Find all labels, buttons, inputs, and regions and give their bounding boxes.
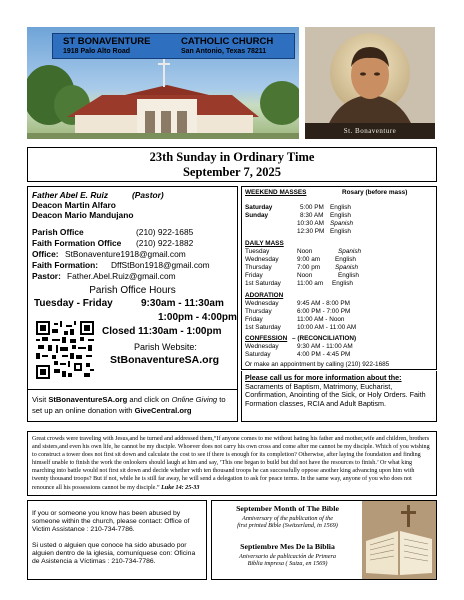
giving-mid: and click on <box>127 395 172 404</box>
weekend-day: Sunday <box>245 212 269 219</box>
daily-lang: English <box>338 272 359 279</box>
daily-time: 7:00 pm <box>297 264 321 271</box>
daily-time: 11:00 am <box>297 280 324 287</box>
website-label: Parish Website: <box>134 342 197 352</box>
giving-site-link[interactable]: StBonaventureSA.org <box>48 395 128 404</box>
weekend-lang: English <box>330 228 351 235</box>
adoration-day: Friday <box>245 316 263 323</box>
confession-subheading: – (RECONCILIATION) <box>292 335 357 342</box>
sacraments-heading: Please call us for more information about the: <box>245 373 402 382</box>
parish-office-label: Parish Office <box>32 227 84 237</box>
weekend-lang: Spanish <box>330 220 354 227</box>
gospel-reference: Luke 14: 25-33 <box>161 484 200 491</box>
office-hours-am: 9:30am - 11:30am <box>141 298 224 309</box>
pastor-email[interactable]: Father.Abel.Ruiz@gmail.com <box>67 271 176 281</box>
bible-month-sub-en-2: first printed Bible (Switzerland, in 1569) <box>237 522 338 529</box>
pastor-name: Father Abel E. Ruiz <box>32 190 109 200</box>
daily-day: Thursday <box>245 264 272 271</box>
weekend-time: 5:00 PM <box>300 204 324 211</box>
weekend-lang: English <box>330 204 351 211</box>
church-label: CATHOLIC CHURCH <box>181 36 274 47</box>
deacon-1: Deacon Martin Alfaro <box>32 200 116 210</box>
weekend-heading: WEEKEND MASSES <box>245 189 307 196</box>
daily-day: 1st Saturday <box>245 280 281 287</box>
rosary-heading: Rosary (before mass) <box>342 189 408 196</box>
staff-panel <box>27 186 238 390</box>
sacraments-body: Sacraments of Baptism, Matrimony, Eucharist, Confirmation, Anointing of the Sick, or Holy Orders. Faith Formation classes, RCIA and Adult Baptism. <box>245 381 426 408</box>
confession-heading: CONFESSION <box>245 335 288 342</box>
daily-time: Noon <box>297 272 313 279</box>
adoration-day: Wednesday <box>245 300 279 307</box>
giving-mid2: to set up an online donation with <box>32 395 226 415</box>
gospel-passage <box>27 431 437 496</box>
weekend-time: 8:30 AM <box>300 212 324 219</box>
giving-pre: Visit <box>32 395 49 404</box>
street-address: 1918 Palo Alto Road <box>63 48 131 55</box>
city-address: San Antonio, Texas 78211 <box>181 48 267 55</box>
bible-month-sub-es-2: Biblia impresa ( Suiza, en 1569) <box>247 560 328 567</box>
ff-email[interactable]: DffStBon1918@gmail.com <box>111 260 210 270</box>
adoration-day: Thursday <box>245 308 272 315</box>
sacraments-info <box>241 371 437 422</box>
parish-office-phone[interactable]: (210) 922-1685 <box>136 227 194 237</box>
office-email[interactable]: StBonaventure1918@gmail.com <box>65 249 186 259</box>
daily-lang: English <box>335 256 356 263</box>
daily-time: 9:00 am <box>297 256 321 263</box>
weekend-time: 10:30 AM <box>297 220 325 227</box>
bible-month-sub-en-1: Anniversary of the publication of the <box>242 515 333 522</box>
adoration-time: 10:00 AM - 11:00 AM <box>297 324 357 331</box>
office-email-label: Office: <box>32 249 59 259</box>
daily-heading: DAILY MASS <box>245 240 284 247</box>
daily-time: Noon <box>297 248 313 255</box>
daily-lang: Spanish <box>335 264 359 271</box>
confession-time: 4:00 PM - 4:45 PM <box>297 351 351 358</box>
daily-day: Friday <box>245 272 263 279</box>
weekend-time: 12:30 PM <box>297 228 325 235</box>
appointment-note: Or make an appointment by calling (210) 922-1685 <box>245 361 390 368</box>
office-hours-pm: 1:00pm - 4:00pm <box>158 312 237 323</box>
parish-name: ST BONAVENTURE <box>63 36 151 47</box>
pastor-role: (Pastor) <box>132 190 164 200</box>
deacon-2: Deacon Mario Mandujano <box>32 210 134 220</box>
victim-assistance-notice <box>27 500 207 580</box>
weekend-day: Saturday <box>245 204 273 211</box>
online-giving-note <box>27 390 238 422</box>
bible-month-title-en: September Month of The Bible <box>236 504 339 513</box>
liturgical-day: 23th Sunday in Ordinary Time <box>149 150 315 164</box>
abuse-spanish: Si usted o alguien que conoce ha sido abusado por alguien dentro de la iglesia, comuníquese con: Oficina de Asistencia a Víctimas : 210-734-7786. <box>32 541 196 566</box>
bible-month-title-es: Septiembre Mes De la Biblia <box>240 542 335 551</box>
giving-provider-link[interactable]: GiveCentral.org <box>134 406 192 415</box>
daily-lang: Spanish <box>338 248 362 255</box>
daily-day: Wednesday <box>245 256 279 263</box>
giving-online-label: Online Giving <box>171 395 218 404</box>
saint-portrait <box>305 27 435 139</box>
saint-caption: St. Bonaventure <box>343 127 397 135</box>
website-link[interactable]: StBonaventureSA.org <box>110 354 220 366</box>
adoration-time: 6:00 PM - 7:00 PM <box>297 308 351 315</box>
office-hours-title: Parish Office Hours <box>89 285 176 296</box>
parish-banner <box>52 33 295 59</box>
confession-day: Saturday <box>245 351 271 358</box>
daily-day: Tuesday <box>245 248 270 255</box>
office-hours-closed: Closed 11:30am - 1:00pm <box>102 326 222 337</box>
confession-time: 9:30 AM - 11:00 AM <box>297 343 353 350</box>
faith-office-phone[interactable]: (210) 922-1882 <box>136 238 194 248</box>
office-hours-days: Tuesday - Friday <box>34 298 113 309</box>
abuse-english: If you or someone you know has been abused by someone within the church, please contact: Office of Victim Assistance : 210-734-7786. <box>32 510 190 534</box>
qr-code[interactable] <box>36 321 94 379</box>
adoration-heading: ADORATION <box>245 292 284 299</box>
daily-lang: English <box>332 280 353 287</box>
gospel-text: Great crowds were traveling with Jesus,and he turned and addressed them,“If anyone comes to me without hating his father and mother,wife and children, brothers and sisters,and even his own life, he cannot be my disciple. Whoever does not carry his own cross and come after me cannot be my disciple. Which of you wishing to construct a tower does not first sit down and calculate the cost to see if there is enough for its completion? Otherwise, after laying the foundation and finding himself unable to finish the work the onlookers should laugh at him and say, ‘This one began to build but did not have the resources to finish.’ Or what king marching into battle would not first sit down and decide whether with ten thousand troops he can successfully oppose another king advancing upon him with twenty thousand troops? But if not, while he is still far away, he will send a delegation to ask for peace terms. In the same way, anyone of you who does not renounce all his possessions cannot be my disciple.” <box>32 436 430 491</box>
pastor-email-label: Pastor: <box>32 271 61 281</box>
bulletin-date: September 7, 2025 <box>182 165 282 179</box>
mass-schedule <box>241 186 437 370</box>
weekend-lang: English <box>330 212 351 219</box>
bible-month-sub-es-1: Aniversario de publicación de Primera <box>239 553 336 560</box>
adoration-time: 11:00 AM - Noon <box>297 316 345 323</box>
bulletin-title <box>27 147 437 182</box>
ff-email-label: Faith Formation: <box>32 260 99 270</box>
faith-office-label: Faith Formation Office <box>32 238 122 248</box>
adoration-time: 9:45 AM - 8:00 PM <box>297 300 350 307</box>
adoration-day: 1st Saturday <box>245 324 281 331</box>
confession-day: Wednesday <box>245 343 279 350</box>
open-bible-image <box>362 501 436 579</box>
